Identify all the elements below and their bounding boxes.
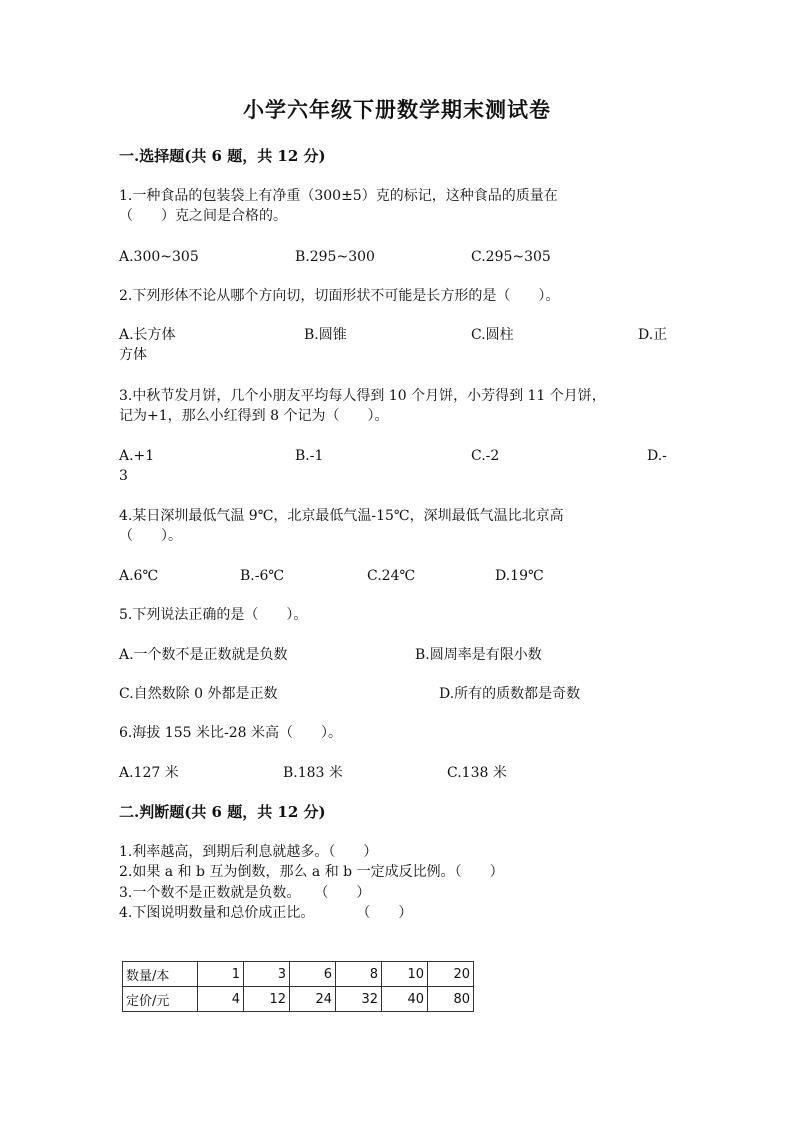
q6-option-b: B.183 米 <box>283 765 343 781</box>
section-heading-choice: 一.选择题(共 6 题，共 12 分) <box>119 147 326 165</box>
judge-item-3: 3.一个数不是正数就是负数。 （ ） <box>119 885 371 901</box>
table-cell: 24 <box>290 987 336 1012</box>
q1-stem-line2: （ ）克之间是合格的。 <box>119 208 287 224</box>
table-cell: 32 <box>336 987 382 1012</box>
table-row <box>123 962 474 987</box>
q2-stem: 2.下列形体不论从哪个方向切，切面形状不可能是长方形的是（ ）。 <box>119 288 560 304</box>
q6-option-a: A.127 米 <box>119 765 179 781</box>
table-cell: 4 <box>198 987 244 1012</box>
table-cell: 10 <box>382 962 428 987</box>
q3-stem-line2: 记为+1，那么小红得到 8 个记为（ ）。 <box>119 408 389 424</box>
q2-option-a: A.长方体 <box>119 327 176 343</box>
table-cell: 6 <box>290 962 336 987</box>
row-label-quantity: 数量/本 <box>123 962 198 987</box>
q2-option-d-wrap: 方体 <box>119 347 147 363</box>
q1-option-c: C.295~305 <box>471 249 551 265</box>
q6-option-c: C.138 米 <box>447 765 507 781</box>
q2-option-c: C.圆柱 <box>471 327 514 343</box>
table-cell: 3 <box>244 962 290 987</box>
q2-option-b: B.圆锥 <box>304 327 347 343</box>
table-cell: 1 <box>198 962 244 987</box>
q5-option-b: B.圆周率是有限小数 <box>415 647 542 663</box>
q4-stem-line1: 4.某日深圳最低气温 9℃，北京最低气温-15℃，深圳最低气温比北京高 <box>119 508 564 524</box>
q3-stem-line1: 3.中秋节发月饼，几个小朋友平均每人得到 10 个月饼，小芳得到 11 个月饼， <box>119 388 606 404</box>
q5-stem: 5.下列说法正确的是（ ）。 <box>119 607 308 623</box>
q5-option-c: C.自然数除 0 外都是正数 <box>119 686 278 702</box>
table-cell: 40 <box>382 987 428 1012</box>
q3-option-d: D.- <box>647 448 667 464</box>
q5-option-d: D.所有的质数都是奇数 <box>439 686 581 702</box>
judge-item-1: 1.利率越高，到期后利息就越多。（ ） <box>119 844 378 860</box>
judge-item-4: 4.下图说明数量和总价成正比。 （ ） <box>119 905 413 921</box>
q4-option-b: B.-6℃ <box>240 568 285 584</box>
section-heading-judgement: 二.判断题(共 6 题，共 12 分) <box>119 803 326 821</box>
q1-stem-line1: 1.一种食品的包装袋上有净重（300±5）克的标记，这种食品的质量在 <box>119 188 558 204</box>
q4-stem-line2: （ ）。 <box>119 528 182 544</box>
q4-option-d: D.19℃ <box>495 568 544 584</box>
judge-item-2: 2.如果 a 和 b 互为倒数，那么 a 和 b 一定成反比例。（ ） <box>119 864 504 880</box>
quantity-price-table <box>122 961 474 1012</box>
q1-option-a: A.300~305 <box>119 249 199 265</box>
q3-option-a: A.+1 <box>119 448 155 464</box>
q5-option-a: A.一个数不是正数就是负数 <box>119 647 288 663</box>
table-cell: 8 <box>336 962 382 987</box>
row-label-price: 定价/元 <box>123 987 198 1012</box>
q6-stem: 6.海拔 155 米比-28 米高（ ）。 <box>119 725 342 741</box>
table-row <box>123 987 474 1012</box>
q3-option-c: C.-2 <box>471 448 500 464</box>
q3-option-b: B.-1 <box>295 448 324 464</box>
q3-option-d-wrap: 3 <box>119 468 128 484</box>
q4-option-a: A.6℃ <box>119 568 159 584</box>
table-cell: 20 <box>428 962 474 987</box>
table-cell: 80 <box>428 987 474 1012</box>
q2-option-d: D.正 <box>638 327 668 343</box>
q4-option-c: C.24℃ <box>367 568 416 584</box>
page-title: 小学六年级下册数学期末测试卷 <box>243 97 551 122</box>
table-cell: 12 <box>244 987 290 1012</box>
q1-option-b: B.295~300 <box>295 249 375 265</box>
